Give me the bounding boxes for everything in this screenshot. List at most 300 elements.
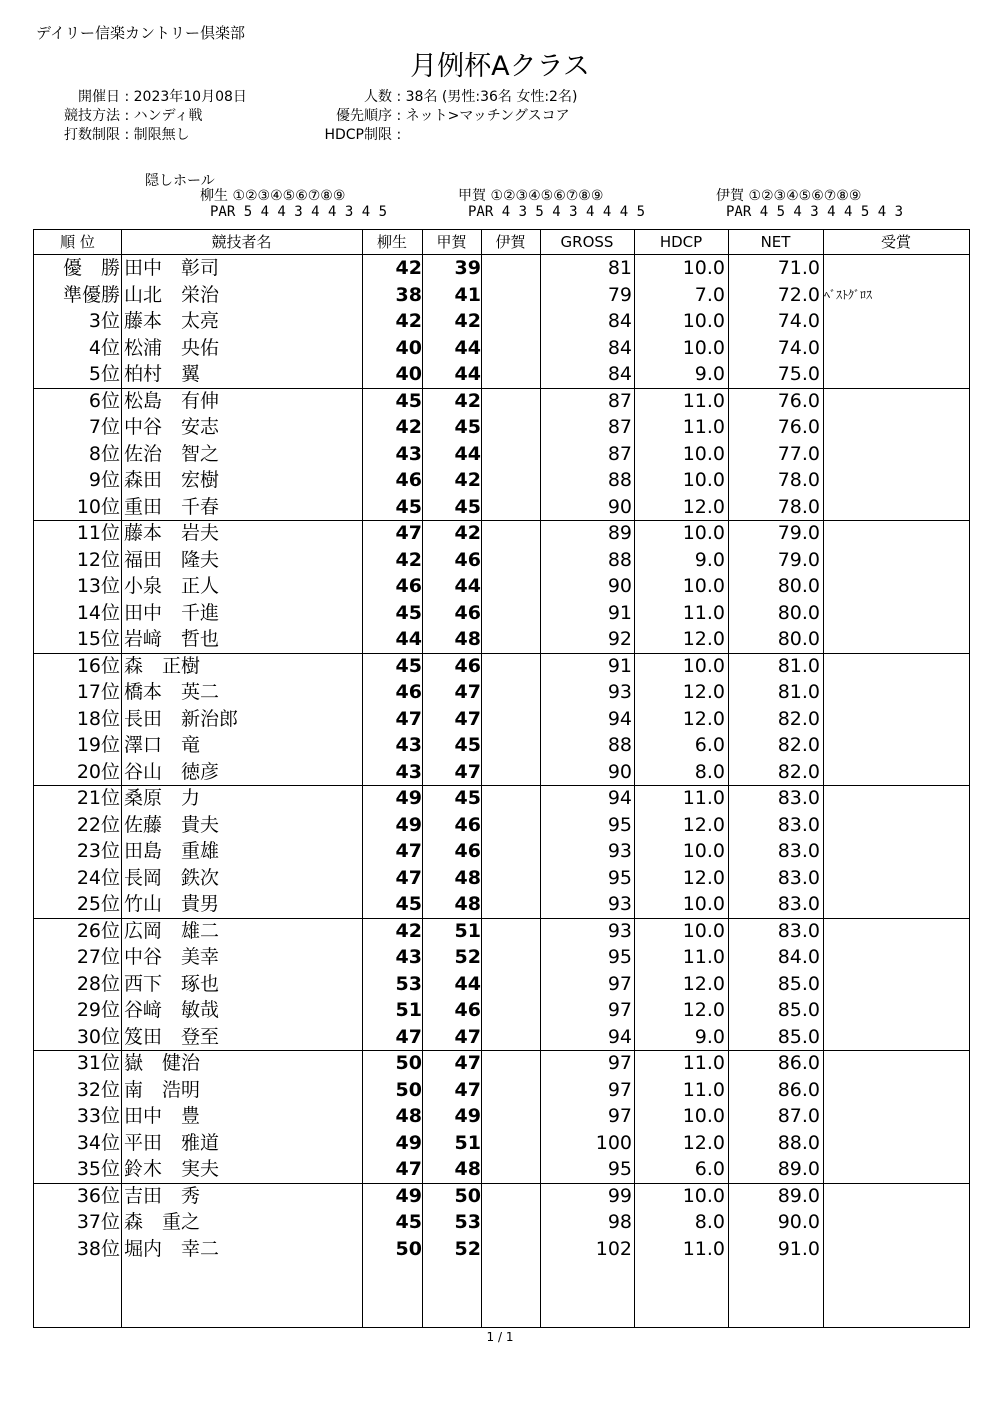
cell-gross: 95 (607, 813, 632, 836)
cell-gross: 91 (607, 654, 632, 677)
cell-hdcp: 11.0 (682, 416, 725, 438)
cell-koga: 46 (454, 548, 481, 571)
cell-award (824, 1077, 964, 1104)
cell-yagyu: 50 (395, 1237, 422, 1260)
cell-net: 82.0 (777, 760, 820, 783)
cell-koga: 46 (454, 654, 481, 677)
cell-rank: 25位 (76, 893, 120, 915)
cell-award (824, 467, 964, 494)
cell-hdcp: 11.0 (682, 946, 725, 968)
cell-net: 83.0 (777, 787, 820, 809)
cell-koga: 42 (454, 310, 481, 332)
table-row (34, 414, 969, 441)
cell-yagyu: 50 (395, 1078, 422, 1101)
cell-award (824, 494, 964, 521)
cell-koga: 45 (454, 734, 481, 756)
cell-net: 80.0 (777, 575, 820, 597)
cell-award (824, 388, 964, 415)
cell-rank: 19位 (76, 734, 120, 756)
cell-gross: 93 (607, 840, 632, 862)
hidden-hole-label: 隠しホール (145, 173, 215, 189)
cell-name: 西下 琢也 (124, 972, 220, 995)
cell-rank: 10位 (76, 495, 120, 518)
cell-yagyu: 43 (395, 442, 422, 465)
cell-rank: 8位 (88, 442, 120, 465)
table-row (34, 520, 969, 547)
info-count-value: 38名 (男性:36名 女性:2名) (405, 89, 578, 105)
table-row (34, 600, 969, 627)
cell-rank: 20位 (76, 760, 120, 783)
cell-net: 76.0 (777, 416, 820, 438)
cell-award (824, 732, 964, 759)
cell-yagyu: 43 (395, 760, 422, 783)
cell-name: 竹山 貴男 (124, 893, 220, 915)
cell-hdcp: 12.0 (682, 681, 725, 703)
cell-hdcp: 9.0 (694, 363, 725, 385)
cell-net: 83.0 (777, 840, 820, 862)
table-row (34, 547, 969, 574)
table-row (34, 282, 969, 309)
cell-rank: 24位 (76, 866, 120, 889)
cell-gross: 94 (607, 787, 632, 809)
cell-yagyu: 53 (395, 972, 422, 995)
cell-hdcp: 12.0 (682, 813, 725, 836)
cell-hdcp: 9.0 (694, 548, 725, 571)
cell-rank: 3位 (88, 310, 120, 332)
cell-gross: 92 (607, 628, 632, 650)
cell-net: 83.0 (777, 866, 820, 889)
cell-net: 78.0 (777, 495, 820, 518)
cell-award (824, 997, 964, 1024)
cell-koga: 47 (454, 1052, 481, 1074)
cell-net: 89.0 (777, 1184, 820, 1207)
cell-net: 86.0 (777, 1052, 820, 1074)
cell-net: 89.0 (777, 1158, 820, 1180)
cell-name: 重田 千春 (124, 495, 220, 518)
cell-name: 森 重之 (124, 1211, 201, 1233)
cell-yagyu: 45 (395, 893, 422, 915)
cell-koga: 47 (454, 1025, 481, 1048)
cell-gross: 84 (607, 310, 632, 332)
cell-hdcp: 12.0 (682, 1131, 725, 1154)
table-row (34, 759, 969, 786)
cell-yagyu: 47 (395, 707, 422, 730)
column-header-koga: 甲賀 (436, 233, 467, 251)
cell-award (824, 1130, 964, 1157)
cell-award (824, 812, 964, 839)
cell-name: 堀内 幸二 (124, 1237, 220, 1260)
cell-hdcp: 7.0 (694, 283, 725, 306)
table-row (34, 626, 969, 653)
cell-hdcp: 11.0 (682, 1052, 725, 1074)
cell-name: 佐藤 貴夫 (124, 813, 220, 836)
cell-koga: 41 (454, 283, 481, 306)
cell-name: 長岡 鉄次 (124, 866, 220, 889)
cell-rank: 14位 (76, 601, 120, 624)
cell-name: 南 浩明 (124, 1078, 201, 1101)
cell-yagyu: 51 (395, 999, 422, 1021)
cell-gross: 84 (607, 363, 632, 385)
cell-name: 小泉 正人 (124, 575, 220, 597)
column-header-rank: 順 位 (60, 233, 95, 251)
cell-rank: 32位 (76, 1078, 120, 1101)
cell-hdcp: 6.0 (694, 1158, 725, 1180)
course-block (200, 188, 387, 220)
cell-koga: 52 (454, 946, 481, 968)
cell-gross: 90 (607, 495, 632, 518)
cell-yagyu: 45 (395, 654, 422, 677)
cell-award (824, 361, 964, 388)
cell-koga: 45 (454, 495, 481, 518)
cell-yagyu: 49 (395, 1131, 422, 1154)
cell-net: 87.0 (777, 1105, 820, 1127)
cell-hdcp: 10.0 (682, 1184, 725, 1207)
cell-rank: 15位 (76, 628, 120, 650)
cell-name: 吉田 秀 (124, 1184, 201, 1207)
cell-koga: 47 (454, 760, 481, 783)
cell-hdcp: 9.0 (694, 1025, 725, 1048)
cell-name: 桑原 力 (124, 787, 201, 809)
cell-rank: 9位 (88, 469, 120, 491)
course-name: 伊賀 (716, 188, 744, 204)
cell-gross: 90 (607, 760, 632, 783)
cell-hdcp: 11.0 (682, 1237, 725, 1260)
table-row (34, 653, 969, 680)
cell-rank: 36位 (76, 1184, 120, 1207)
cell-gross: 93 (607, 681, 632, 703)
cell-yagyu: 45 (395, 495, 422, 518)
cell-koga: 45 (454, 787, 481, 809)
table-row (34, 891, 969, 918)
cell-gross: 100 (595, 1131, 632, 1154)
cell-yagyu: 47 (395, 866, 422, 889)
cell-yagyu: 42 (395, 416, 422, 438)
cell-rank: 23位 (76, 840, 120, 862)
cell-yagyu: 43 (395, 734, 422, 756)
cell-koga: 51 (454, 1131, 481, 1154)
info-hdcp-label: HDCP制限 (324, 127, 392, 143)
cell-rank: 35位 (76, 1158, 120, 1180)
cell-gross: 88 (607, 734, 632, 756)
cell-award (824, 335, 964, 362)
table-row (34, 812, 969, 839)
cell-gross: 87 (607, 389, 632, 412)
cell-name: 柏村 翼 (124, 363, 201, 385)
cell-net: 78.0 (777, 469, 820, 491)
cell-award (824, 1103, 964, 1130)
cell-net: 88.0 (777, 1131, 820, 1154)
page-number: 1 / 1 (486, 1330, 514, 1344)
cell-name: 福田 隆夫 (124, 548, 220, 571)
cell-koga: 45 (454, 416, 481, 438)
cell-award (824, 679, 964, 706)
info-method (50, 105, 203, 125)
column-header-net: NET (760, 233, 791, 251)
cell-award (824, 706, 964, 733)
results-table (33, 229, 970, 1328)
cell-award (824, 573, 964, 600)
cell-name: 谷山 徳彦 (124, 760, 220, 783)
cell-koga: 47 (454, 707, 481, 730)
cell-koga: 48 (454, 1158, 481, 1180)
table-row (34, 1183, 969, 1210)
cell-hdcp: 11.0 (682, 787, 725, 809)
cell-koga: 47 (454, 681, 481, 703)
info-method-value: ハンディ戦 (133, 108, 203, 124)
cell-koga: 44 (454, 363, 481, 385)
table-row (34, 255, 969, 282)
cell-award (824, 971, 964, 998)
cell-koga: 42 (454, 522, 481, 544)
course-name: 甲賀 (458, 188, 486, 204)
cell-net: 81.0 (777, 654, 820, 677)
cell-gross: 94 (607, 707, 632, 730)
cell-rank: 28位 (76, 972, 120, 995)
cell-koga: 48 (454, 628, 481, 650)
cell-name: 鈴木 実夫 (124, 1158, 220, 1180)
table-row (34, 1103, 969, 1130)
cell-award (824, 1209, 964, 1236)
cell-yagyu: 46 (395, 575, 422, 597)
cell-yagyu: 45 (395, 1211, 422, 1233)
cell-hdcp: 10.0 (682, 442, 725, 465)
info-sep: : (396, 89, 402, 105)
cell-hdcp: 10.0 (682, 1105, 725, 1127)
cell-net: 85.0 (777, 1025, 820, 1048)
column-header-gross: GROSS (560, 233, 614, 251)
table-row (34, 997, 969, 1024)
cell-award (824, 891, 964, 918)
cell-rank: 準優勝 (62, 283, 120, 306)
cell-yagyu: 42 (395, 919, 422, 942)
table-row (34, 785, 969, 812)
info-sep: : (396, 108, 402, 124)
cell-yagyu: 49 (395, 1184, 422, 1207)
cell-net: 83.0 (777, 919, 820, 942)
info-limit-label: 打数制限 (64, 127, 120, 143)
cell-hdcp: 10.0 (682, 469, 725, 491)
table-row (34, 1156, 969, 1183)
cell-award (824, 520, 964, 547)
cell-koga: 51 (454, 919, 481, 942)
club-name: デイリー信楽カントリー倶楽部 (36, 24, 245, 42)
cell-hdcp: 10.0 (682, 336, 725, 359)
cell-net: 79.0 (777, 522, 820, 544)
column-header-yagyu: 柳生 (376, 233, 407, 251)
course-block (716, 188, 903, 220)
cell-name: 笈田 登至 (124, 1025, 220, 1048)
info-sep: : (124, 127, 130, 143)
cell-yagyu: 40 (395, 363, 422, 385)
cell-yagyu: 46 (395, 681, 422, 703)
cell-yagyu: 45 (395, 389, 422, 412)
cell-name: 田中 千進 (124, 601, 220, 624)
cell-gross: 98 (607, 1211, 632, 1233)
cell-yagyu: 49 (395, 813, 422, 836)
cell-rank: 37位 (76, 1211, 120, 1233)
cell-rank: 6位 (88, 389, 120, 412)
table-row (34, 1209, 969, 1236)
cell-gross: 81 (607, 257, 632, 279)
cell-koga: 46 (454, 999, 481, 1021)
cell-koga: 44 (454, 442, 481, 465)
cell-hdcp: 12.0 (682, 866, 725, 889)
info-sep: : (124, 89, 130, 105)
info-method-label: 競技方法 (64, 108, 120, 124)
cell-award (824, 255, 964, 282)
cell-koga: 39 (454, 257, 481, 279)
cell-name: 松島 有伸 (124, 389, 220, 412)
cell-yagyu: 42 (395, 548, 422, 571)
table-row (34, 732, 969, 759)
cell-rank: 優 勝 (62, 257, 120, 279)
cell-gross: 97 (607, 972, 632, 995)
cell-koga: 47 (454, 1078, 481, 1101)
cell-gross: 97 (607, 1078, 632, 1101)
info-priority (300, 105, 570, 125)
cell-name: 岩﨑 哲也 (124, 628, 220, 650)
table-row (34, 838, 969, 865)
cell-award (824, 918, 964, 945)
table-row (34, 494, 969, 521)
cell-koga: 46 (454, 813, 481, 836)
cell-net: 77.0 (777, 442, 820, 465)
cell-name: 佐治 智之 (124, 442, 220, 465)
cell-hdcp: 10.0 (682, 310, 725, 332)
cell-koga: 42 (454, 389, 481, 412)
cell-yagyu: 43 (395, 946, 422, 968)
cell-rank: 34位 (76, 1131, 120, 1154)
cell-hdcp: 12.0 (682, 972, 725, 995)
course-holes: ①②③④⑤⑥⑦⑧⑨ (232, 188, 346, 204)
cell-yagyu: 47 (395, 522, 422, 544)
cell-hdcp: 10.0 (682, 840, 725, 862)
cell-name: 広岡 雄二 (124, 919, 220, 942)
cell-name: 橋本 英二 (124, 681, 220, 703)
cell-rank: 17位 (76, 681, 120, 703)
cell-gross: 84 (607, 336, 632, 359)
cell-net: 74.0 (777, 310, 820, 332)
cell-rank: 27位 (76, 946, 120, 968)
cell-koga: 49 (454, 1105, 481, 1127)
cell-net: 90.0 (777, 1211, 820, 1233)
cell-gross: 88 (607, 469, 632, 491)
cell-yagyu: 47 (395, 840, 422, 862)
info-date-label: 開催日 (78, 89, 120, 105)
cell-koga: 46 (454, 840, 481, 862)
cell-award (824, 759, 964, 786)
cell-koga: 44 (454, 336, 481, 359)
table-row (34, 865, 969, 892)
cell-award (824, 1050, 964, 1077)
cell-gross: 99 (607, 1184, 632, 1207)
cell-award: ﾍﾞｽﾄｸﾞﾛｽ (824, 287, 873, 302)
cell-net: 84.0 (777, 946, 820, 968)
cell-yagyu: 45 (395, 601, 422, 624)
cell-koga: 52 (454, 1237, 481, 1260)
course-par: PAR 4 5 4 3 4 4 5 4 3 (726, 204, 904, 220)
info-date-value: 2023年10月08日 (133, 89, 247, 105)
cell-name: 澤口 竜 (124, 734, 201, 756)
cell-award (824, 838, 964, 865)
cell-award (824, 626, 964, 653)
cell-award (824, 600, 964, 627)
cell-koga: 44 (454, 575, 481, 597)
cell-gross: 102 (595, 1237, 632, 1260)
cell-rank: 21位 (76, 787, 120, 809)
cell-gross: 95 (607, 1158, 632, 1180)
cell-net: 81.0 (777, 681, 820, 703)
table-row (34, 1130, 969, 1157)
cell-name: 中谷 安志 (124, 416, 220, 438)
column-header-hdcp: HDCP (659, 233, 703, 251)
page-title: 月例杯Aクラス (410, 51, 590, 82)
cell-name: 中谷 美幸 (124, 946, 220, 968)
cell-gross: 87 (607, 442, 632, 465)
cell-gross: 97 (607, 1105, 632, 1127)
table-row (34, 918, 969, 945)
cell-name: 平田 雅道 (124, 1131, 220, 1154)
cell-yagyu: 38 (395, 283, 422, 306)
cell-name: 谷﨑 敏哉 (124, 999, 220, 1021)
cell-koga: 44 (454, 972, 481, 995)
cell-net: 74.0 (777, 336, 820, 359)
cell-rank: 4位 (88, 336, 120, 359)
cell-net: 85.0 (777, 972, 820, 995)
cell-rank: 12位 (76, 548, 120, 571)
cell-name: 嶽 健治 (124, 1052, 201, 1074)
cell-yagyu: 47 (395, 1025, 422, 1048)
cell-hdcp: 10.0 (682, 919, 725, 942)
cell-gross: 91 (607, 601, 632, 624)
cell-award (824, 441, 964, 468)
cell-net: 80.0 (777, 601, 820, 624)
cell-koga: 50 (454, 1184, 481, 1207)
cell-gross: 90 (607, 575, 632, 597)
cell-gross: 94 (607, 1025, 632, 1048)
cell-hdcp: 10.0 (682, 257, 725, 279)
info-sep: : (124, 108, 130, 124)
cell-yagyu: 50 (395, 1052, 422, 1074)
cell-hdcp: 11.0 (682, 601, 725, 624)
cell-hdcp: 6.0 (694, 734, 725, 756)
cell-yagyu: 42 (395, 310, 422, 332)
cell-award (824, 547, 964, 574)
cell-net: 91.0 (777, 1237, 820, 1260)
cell-gross: 95 (607, 866, 632, 889)
course-holes: ①②③④⑤⑥⑦⑧⑨ (490, 188, 604, 204)
cell-rank: 18位 (76, 707, 120, 730)
cell-gross: 89 (607, 522, 632, 544)
cell-award (824, 1183, 964, 1210)
cell-rank: 11位 (76, 522, 120, 544)
cell-yagyu: 42 (395, 257, 422, 279)
table-row (34, 971, 969, 998)
info-count-label: 人数 (364, 89, 392, 105)
cell-rank: 38位 (76, 1237, 120, 1260)
cell-award (824, 865, 964, 892)
cell-hdcp: 10.0 (682, 522, 725, 544)
cell-name: 森 正樹 (124, 654, 201, 677)
cell-net: 83.0 (777, 893, 820, 915)
table-row (34, 1024, 969, 1051)
cell-yagyu: 47 (395, 1158, 422, 1180)
cell-award (824, 653, 964, 680)
cell-award (824, 944, 964, 971)
table-row (34, 388, 969, 415)
cell-award (824, 1236, 964, 1263)
cell-name: 田中 豊 (124, 1105, 201, 1127)
